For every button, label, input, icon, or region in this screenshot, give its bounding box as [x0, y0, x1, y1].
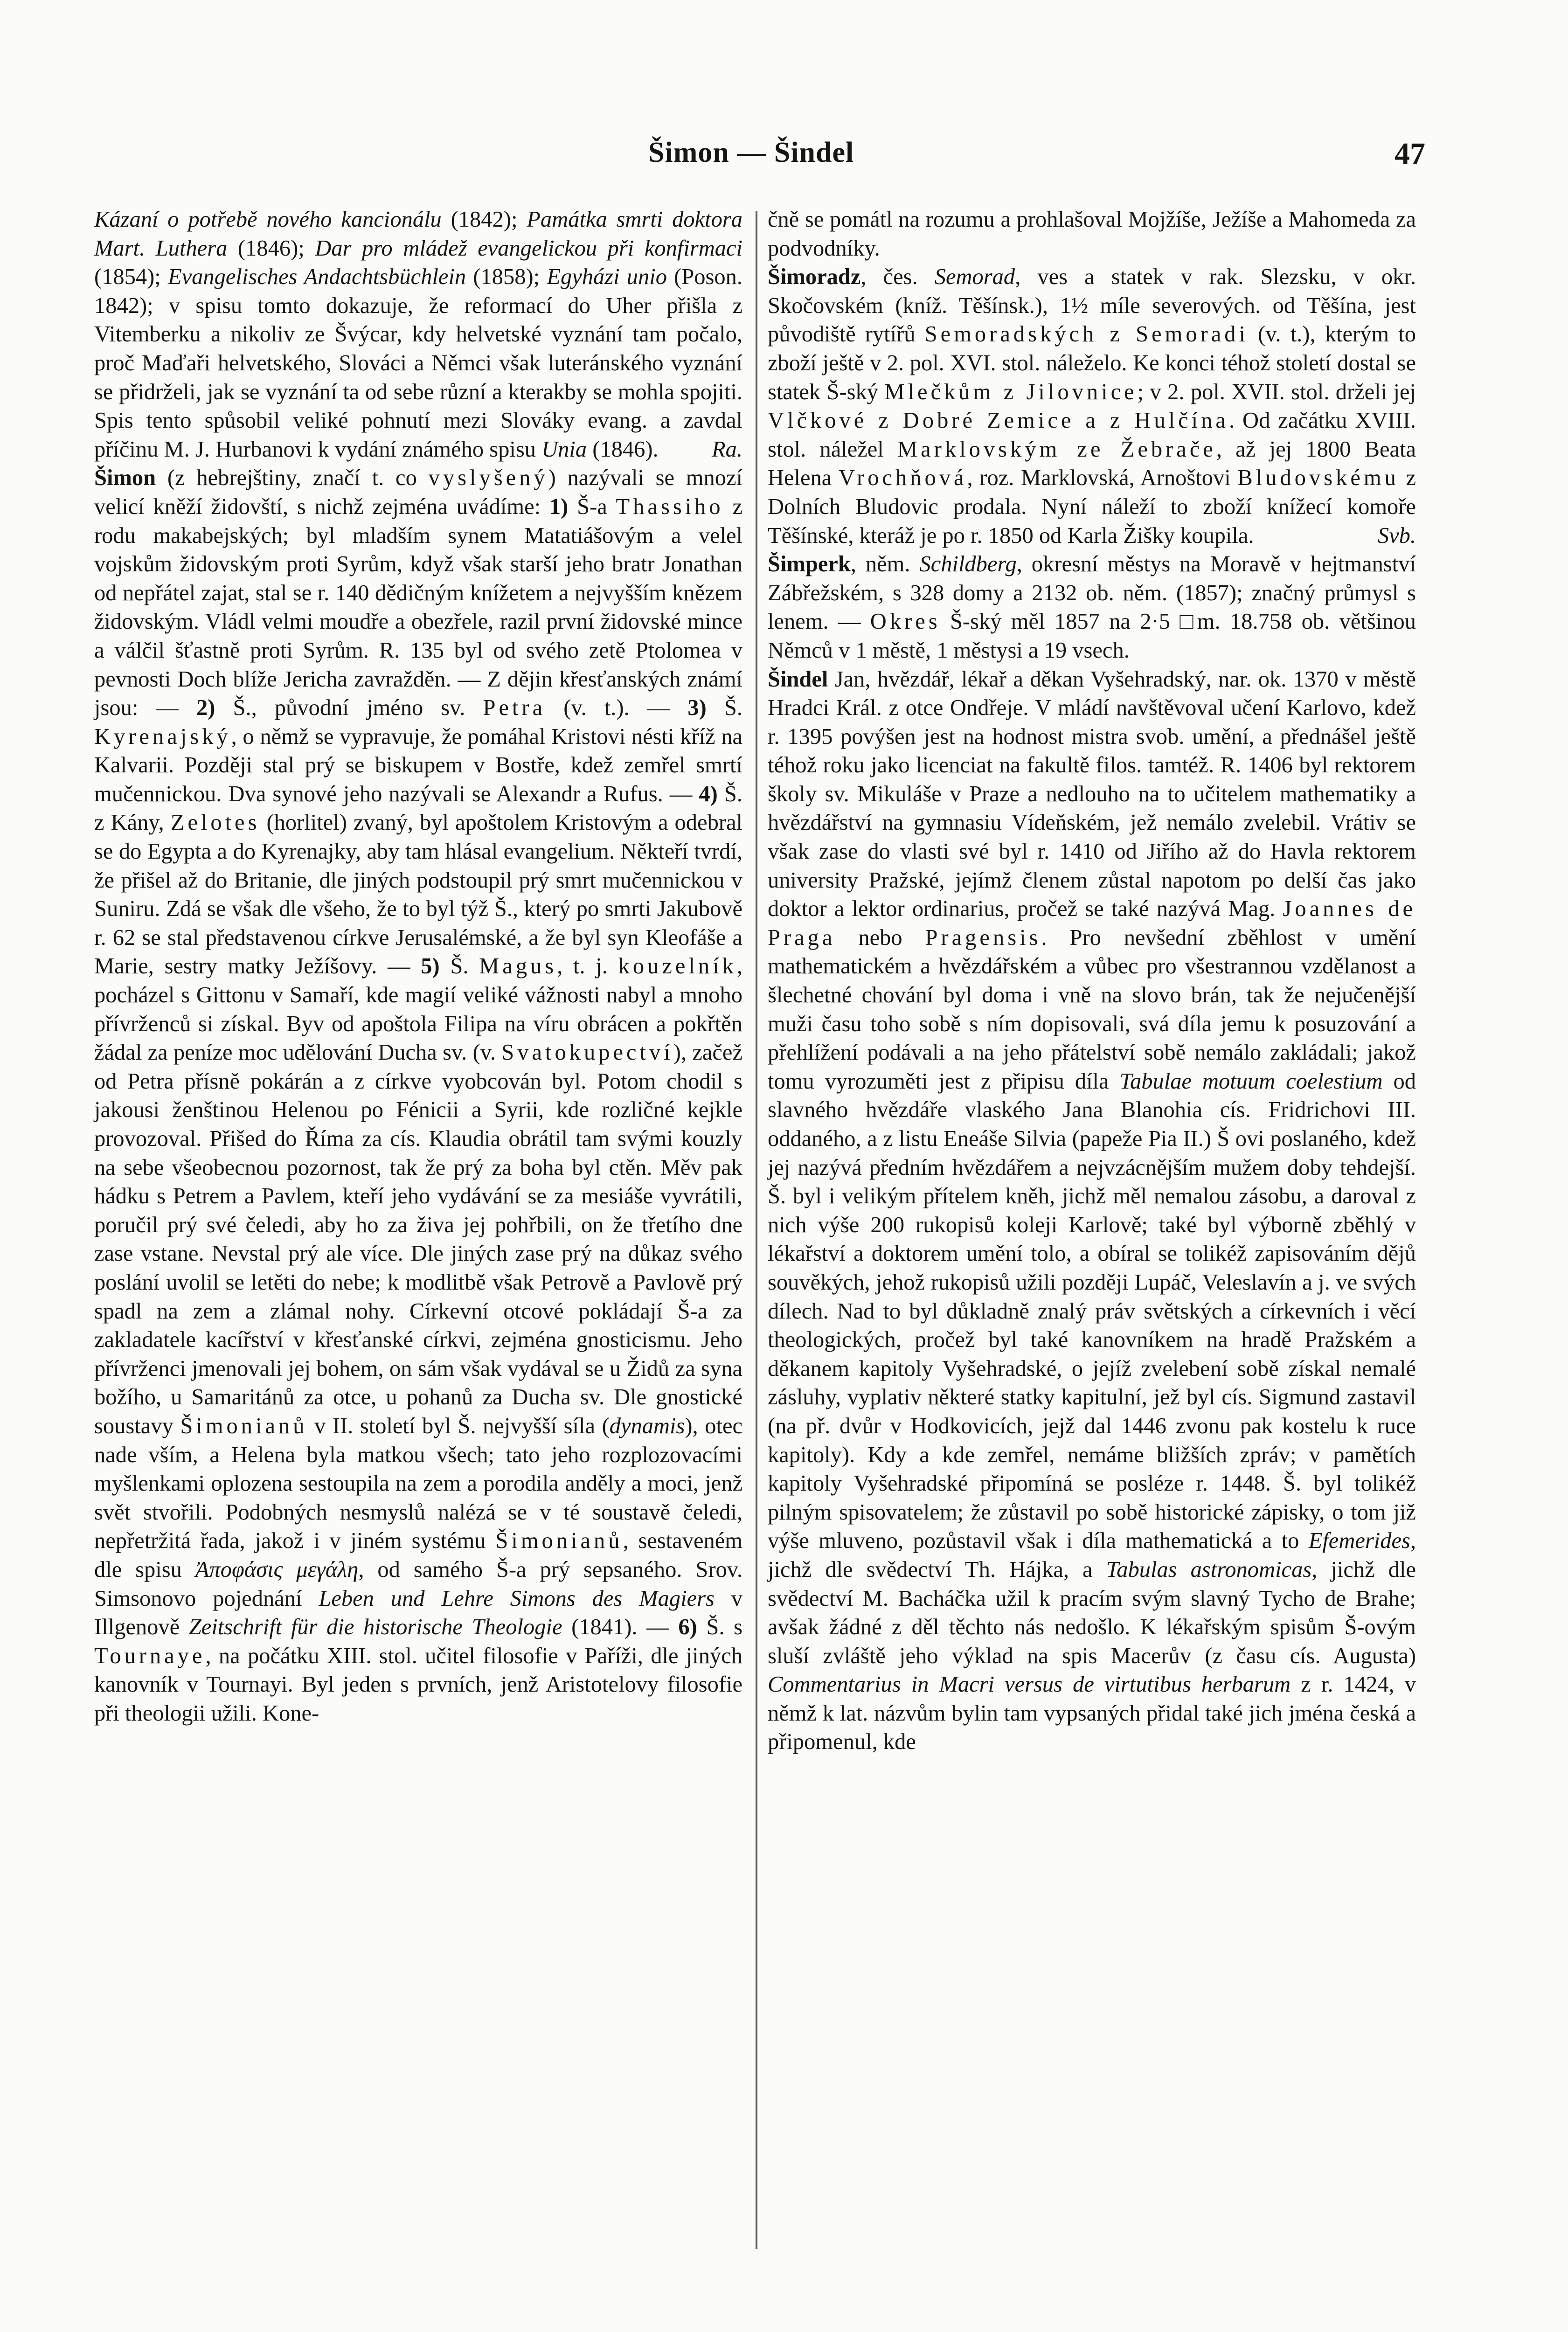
entry-headword: Šindel — [768, 666, 828, 692]
text-run: dynamis — [609, 1413, 685, 1438]
entry-headword: 1) — [549, 494, 569, 519]
entry-headword: Šimon — [94, 465, 156, 491]
left-column-paragraph — [94, 205, 742, 464]
text-run: (1841). — — [562, 1615, 679, 1640]
text-run: Egyházi unio — [547, 264, 667, 290]
text-run: z Dolních Bludovic prodala. Nyní náleží to zboží knížecí komoře Těšínské, kteráž je po r. 1850 od Karla Žišky koupila. — [768, 465, 1416, 548]
right-column-paragraph — [768, 550, 1416, 665]
text-run: Svatokupectví — [501, 1040, 673, 1065]
text-run: Unia — [541, 437, 587, 462]
text-run: ) nazývali se mnozí velicí kněží židovští, s nichž zejména uvádíme: — [94, 465, 742, 519]
text-run: v II. století byl Š. nejvyšší síla ( — [307, 1413, 610, 1438]
text-run: Š., původní jméno sv. — [215, 695, 483, 721]
text-run: , na počátku XIII. stol. učitel filosofie v Paříži, dle jiných kanovník v Tournayi. Byl jeden s prvních, jenž Aristotelovy filosofie při theologii užili. Kone- — [94, 1643, 742, 1726]
running-head: Šimon — Šindel — [648, 137, 854, 168]
text-run: Tabulae motuum coelestium — [1119, 1069, 1383, 1094]
text-run: , něm. — [850, 552, 920, 577]
text-run: (1842); — [441, 207, 527, 232]
text-run: Dar pro mládež evangelickou při konfirmaci — [315, 236, 742, 261]
text-run: Evangelisches Andachtsbüchlein — [167, 264, 466, 290]
text-run: z r. 1424, v němž k lat. názvům bylin tam vypsaných přidal také jich jména česká a připomenul, kde — [768, 1672, 1416, 1755]
text-run: od slavného hvězdáře vlaského Jana Blanohia cís. Fridrichovi III. oddaného, a z listu Eneáše Silvia (papeže Pia II.) Š ovi poslaného, kdež jej nazývá předním hvězdářem a nejvzácnějším mužem doby tehdejší. Š. byl i velikým přítelem kněh, jichž měl nemalou zásobu, a daroval z nich výše 200 rukopisů koleji Karlově; také byl výborně zběhlý v lékařství a doktorem umění tolo, a obíral se tolikéž zapisováním dějů souvěkých, jehož rukopisů užili později Lupáč, Veleslavín a j. ve svých dílech. Nad to byl důkladně znalý práv světských a církevních i věcí theologických, pročež byl také kanovníkem na hradě Pražském a děkanem kapitoly Vyšehradské, o jejíž zvelebení sobě získal nemalé zásluhy, vyplativ některé statky kapitulní, jež byl cís. Sigmund zastavil (na př. dvůr v Hodkovicích, jejž dal 1446 zvonu pak kostelu k ruce kapitoly). Kdy a kde zemřel, nemáme bližších zpráv; v pamětích kapitoly Vyšehradské připomíná se posléze r. 1448. Š. byl tolikéž pilným spisovatelem; že zůstavil po sobě historické zápisky, o tom již výše mluveno, pozůstavil však i díla mathematická a to — [768, 1069, 1416, 1554]
text-run: (v. t.), kterým to zboží ještě v 2. pol. XVI. stol. náleželo. Ke konci téhož století dostal se statek Š-ský — [768, 322, 1416, 404]
text-run: vyslyšený — [428, 465, 548, 491]
text-run: Commentarius in Macri versus de virtutibus herbarum — [768, 1672, 1291, 1697]
entry-headword: 2) — [196, 695, 215, 721]
text-run: (1846). — [587, 437, 659, 462]
text-run: (1858); — [466, 264, 547, 290]
text-run: Zelotes — [170, 810, 260, 835]
text-run: Mlečkům z Jilovnice — [884, 379, 1138, 404]
text-run: Semoradských z Semoradi — [924, 322, 1249, 347]
text-run: Š. — [706, 695, 742, 721]
text-run: . Pro nevšední zběhlost v umění mathematickém a hvězdářském a vůbec pro všestrannou vzdělanost a šlechetné chování byl doma i vně na slovo brán, tak že nejučenější muži času toho sobě s ním dopisovali, svá díla jemu k posuzování a přehlížení podávali a na jeho přátelství sobě nemálo zakládali; jakož tomu vyrozuměti jest z připisu díla — [768, 925, 1416, 1094]
text-run: (1854); — [94, 264, 168, 290]
text-run: Tournaye — [94, 1643, 206, 1668]
text-run: nebo — [835, 925, 925, 950]
text-run: Š. s — [697, 1615, 742, 1640]
text-run: , jichž dle svědectví M. Bacháčka užil k pracím svým slavný Tycho de Brahe; avšak žádné z děl těchto nás nedošlo. K lékařským spisům Š-ovým sluší zvláště jeho výklad na spis Macerův (z času cís. Augusta) — [768, 1557, 1416, 1668]
text-run: Okres — [870, 609, 941, 634]
text-run: Joannes de Praga — [768, 896, 1416, 950]
text-run: Kázaní o potřebě nového kancionálu — [94, 207, 442, 232]
right-column-paragraph — [768, 665, 1416, 1757]
text-run: , okresní městys na Moravě v hejtmanství Zábřežském, s 328 domy a 2132 ob. něm. (1857); značný průmysl s lenem. — — [768, 552, 1416, 634]
right-column-paragraph — [768, 263, 1416, 550]
text-run: ), otec nade vším, a Helena byla matkou všech; tato jeho rozplozovacími myšlenkami oplozena sestoupila na zem a porodila anděly a moci, jenž svět stvořili. Podobných nesmyslů nalézá se v té soustavě čeledi, nepřetržitá řada, jakož i v jiném systému — [94, 1413, 743, 1554]
text-run: , od samého Š-a prý sepsaného. Srov. Simsonovo pojednání — [94, 1557, 742, 1611]
text-run: Marklovským ze Žebrače — [897, 437, 1216, 462]
text-run: Š-a — [568, 494, 616, 519]
text-run: ; v 2. pol. XVII. stol. drželi jej — [1137, 379, 1416, 404]
right-column-paragraph — [768, 205, 1416, 263]
author-signature: Svb. — [1377, 523, 1416, 548]
text-run: Zeitschrift für die historische Theologie — [188, 1615, 562, 1640]
text-run: Vlčkové z Dobré Zemice a z Hulčína — [768, 408, 1229, 433]
text-run: . Od začátku XVIII. stol. náležel — [768, 408, 1416, 462]
text-run: Leben und Lehre Simons des Magiers — [319, 1586, 715, 1611]
text-run: (horlitel) zvaný, byl apoštolem Kristovým a odebral se do Egypta a do Kyrenajky, aby tam hlásal evangelium. Někteří tvrdí, že přišel až do Britanie, dle jiných podstoupil prý smrt mučennickou v Suniru. Zdá se však dle všeho, že to byl týž Š., který po smrti Jakubově r. 62 se stal představenou církve Jerusalémské, a že byl syn Kleofáše a Marie, sestry matky Ježíšovy. — — [94, 810, 742, 979]
text-run: , o němž se vypravuje, že pomáhal Kristovi nésti kříž na Kalvarii. Později stal prý se biskupem v Bostře, kdež zemřel smrtí mučennickou. Dva synové jeho nazývali se Alexandr a Rufus. — — [94, 724, 742, 806]
left-column — [94, 205, 742, 1728]
right-column — [768, 205, 1416, 1756]
text-run: Ἀποφάσις μεγάλη — [195, 1557, 359, 1582]
text-run: (Poson. 1842); v spisu tomto dokazuje, že reformací do Uher přišla z Vitemberku a nikoliv ze Švýcar, kdy helvetské vyznání tam počalo, proč Maďaři helvetského, Slováci a Němci však luteránského vyznání se přidrželi, jak se vyznání ta od sebe různí a kterakby se mohla spojiti. Spis tento spůsobil veliké pohnutí mezi Slováky evang. a zavdal příčinu M. J. Hurbanovi k vydání známého spisu — [94, 264, 743, 462]
page-number: 47 — [1395, 137, 1425, 171]
entry-headword: 5) — [421, 954, 440, 979]
text-run: (1846); — [227, 236, 315, 261]
left-column-paragraph — [94, 464, 742, 1728]
text-run: Kyrenajský — [94, 724, 231, 749]
text-run: kouzelník — [618, 954, 737, 979]
text-run: Š. — [439, 954, 479, 979]
text-run: Semorad — [934, 264, 1015, 290]
text-run: čně se pomátl na rozumu a prohlašoval Mojžíše, Ježíše a Mahomeda za podvodníky. — [768, 207, 1416, 261]
text-run: (v. t.). — — [546, 695, 688, 721]
text-run: , až jej 1800 Beata Helena — [768, 437, 1416, 491]
text-run: Pragensis — [925, 925, 1041, 950]
entry-headword: 4) — [699, 781, 718, 806]
text-run: , ves a statek v rak. Slezsku, v okr. Skočovském (kníž. Těšínsk.), 1½ míle severových. od Těšína, jest původiště rytířů — [768, 264, 1416, 347]
text-run: v Illgenově — [94, 1586, 742, 1640]
text-run: Š. z Kány, — [94, 781, 742, 835]
entry-headword: 6) — [678, 1615, 697, 1640]
column-divider — [756, 211, 757, 2249]
text-run: z rodu makabejských; byl mladším synem Matatiášovým a velel vojskům židovským proti Syrům, když však starší jeho bratr Jonathan od nepřátel zajat, stal se r. 140 dědičným knížetem a nejvyšším knězem židovským. Vládl velmi moudře a obezřele, razil první židovské mince a válčil šťastně proti Syrům. R. 135 byl od svého zetě Ptolomea v pevnosti Doch blíže Jericha zavražděn. — Z dějin křesťanských známí jsou: — — [94, 494, 743, 721]
text-run: Efemerides — [1308, 1528, 1410, 1554]
author-signature: Ra. — [711, 437, 742, 462]
text-run: , roz. Marklovská, Arnoštovi — [967, 465, 1238, 491]
text-run: Bludovskému — [1237, 465, 1399, 491]
text-run: , sestaveném dle spisu — [94, 1528, 742, 1582]
text-run: Šimonianů — [495, 1528, 623, 1554]
text-run: , čes. — [860, 264, 935, 290]
text-run: Magus — [479, 954, 557, 979]
text-run: Tabulas astronomicas — [1106, 1557, 1312, 1582]
text-run: Šimonianů — [180, 1413, 308, 1438]
text-run: Thassiho — [616, 494, 724, 519]
text-run: (z hebrejštiny, značí t. co — [156, 465, 429, 491]
text-run: Vrochňová — [838, 465, 967, 491]
text-run: Schildberg — [919, 552, 1017, 577]
text-run: ), začež od Petra přísně pokárán a z církve vyobcován byl. Potom chodil s jakousi ženštinou Helenou po Fénicii a Syrii, kde rozličné kejkle provozoval. Přišed do Říma za cís. Klaudia obrátil tam svými kouzly na sebe všeobecnou pozornost, tak že prý za boha byl ctěn. Měv pak hádku s Petrem a Pavlem, kteří jeho vydávání se za mesiáše vyvrátili, poručil prý své čeledi, aby ho za živa jej pohřbili, on že třetího dne zase vstane. Nevstal prý ale více. Dle jiných zase prý na důkaz svého poslání uvolil se letěti do nebe; k modlitbě však Petrově a Pavlově prý spadl na zem a zlámal nohy. Církevní otcové pokládají Š-a za zakladatele kacířství v křesťanské církvi, zejména gnosticismu. Jeho přívrženci jmenovali jej bohem, on sám však vydával se u Židů za syna božího, u Samaritánů za otce, u pohanů za Ducha sv. Dle gnostické soustavy — [94, 1040, 742, 1438]
text-run: Petra — [483, 695, 546, 721]
text-run: Š-ský měl 1857 na 2·5 □m. 18.758 ob. většinou Němců v 1 městě, 1 městysi a 19 vsech. — [768, 609, 1416, 663]
text-run: , jichž dle svědectví Th. Hájka, a — [768, 1528, 1416, 1582]
entry-headword: Šimperk — [768, 552, 851, 577]
text-run: Památka smrti doktora Mart. Luthera — [94, 207, 742, 261]
text-run: , pocházel s Gittonu v Samaří, kde magií veliké vážnosti nabyl a mnoho přívrženců si získal. Byv od apoštola Filipa na víru obrácen a pokřtěn žádal za peníze moc udělování Ducha sv. (v. — [94, 954, 742, 1065]
entry-headword: 3) — [687, 695, 707, 721]
text-run: Jan, hvězdář, lékař a děkan Vyšehradský, nar. ok. 1370 v městě Hradci Král. z otce Ondřeje. V mládí navštěvoval učení Karlovo, kdež r. 1395 povýšen jest na hodnost mistra svob. umění, a přednášel ještě téhož roku jako licenciat na fakultě filos. tamtéž. R. 1406 byl rektorem školy sv. Mikuláše v Praze a nedlouho na to učitelem mathematiky a hvězdářství na gymnasiu Vídeňském, jež nemálo zvelebil. Vrátiv se však zase do vlasti své byl r. 1410 od Jiřího až do Havla rektorem university Pražské, jejímž členem zůstal napotom po delší čas jako doktor a lektor ordinarius, pročež se také nazývá Mag. — [768, 666, 1416, 922]
entry-headword: Šimoradz — [768, 264, 861, 290]
text-run: , t. j. — [557, 954, 618, 979]
